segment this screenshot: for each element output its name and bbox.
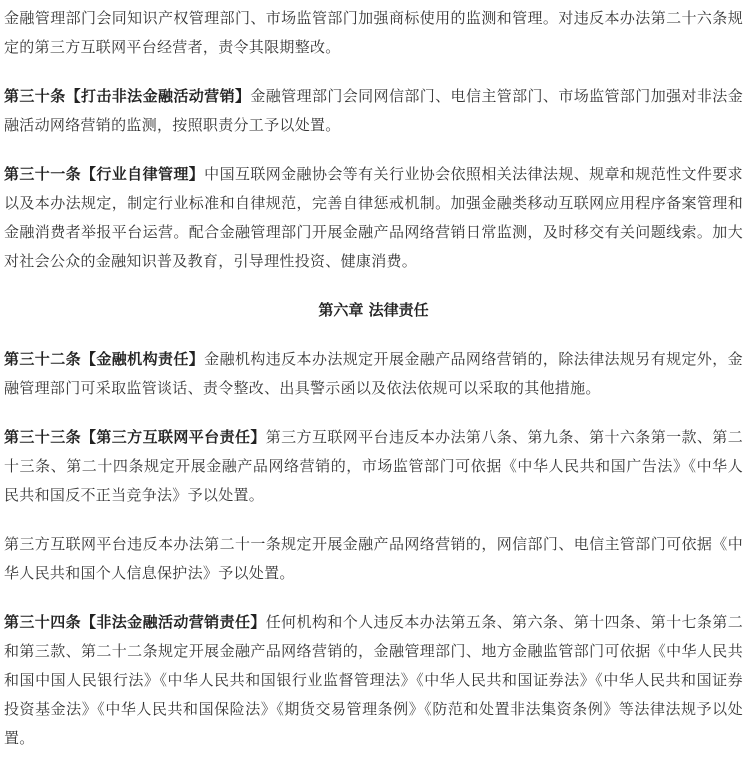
article-body: 任何机构和个人违反本办法第五条、第六条、第十四条、第十七条第二和第三款、第二十二条规定开展金融产品网络营销的，金融管理部门、地方金融监管部门可依据《中华人民共和国中国人民银行法》《中华人民共和国银行业监督管理法》《中华人民共和国证券法》《中华人民共和国证券投资基金法》《中华人民共和国保险法》《期货交易管理条例》《防范和处置非法集资条例》等法律法规予以处置。	[4, 613, 743, 747]
article-title: 第三十四条【非法金融活动营销责任】	[4, 613, 266, 631]
article-body: 第三方互联网平台违反本办法第二十一条规定开展金融产品网络营销的，网信部门、电信主管部门可依据《中华人民共和国个人信息保护法》予以处置。	[4, 535, 743, 582]
article-body: 金融管理部门会同知识产权管理部门、市场监管部门加强商标使用的监测和管理。对违反本办法第二十六条规定的第三方互联网平台经营者，责令其限期整改。	[4, 9, 743, 56]
article-title: 第三十三条【第三方互联网平台责任】	[4, 428, 266, 446]
article-body: 中国互联网金融协会等有关行业协会依照相关法律法规、规章和规范性文件要求以及本办法规定，制定行业标准和自律规范，完善自律惩戒机制。加强金融类移动互联网应用程序备案管理和金融消费者举报平台运营。配合金融管理部门开展金融产品网络营销日常监测，及时移交有关问题线索。加大对社会公众的金融知识普及教育，引导理性投资、健康消费。	[4, 165, 743, 270]
paragraph-article-34	[4, 608, 743, 753]
article-title: 第三十条【打击非法金融活动营销】	[4, 87, 251, 105]
paragraph-article-33	[4, 423, 743, 510]
paragraph-article-33-part-2	[4, 530, 743, 588]
article-body: 第三方互联网平台违反本办法第八条、第九条、第十六条第一款、第二十三条、第二十四条规定开展金融产品网络营销的，市场监管部门可依据《中华人民共和国广告法》《中华人民共和国反不正当竞争法》予以处置。	[4, 428, 743, 504]
paragraph-article-30	[4, 82, 743, 140]
article-title: 第三十二条【金融机构责任】	[4, 350, 205, 368]
chapter-heading: 第六章 法律责任	[318, 301, 429, 319]
article-body: 金融管理部门会同网信部门、电信主管部门、市场监管部门加强对非法金融活动网络营销的监测，按照职责分工予以处置。	[4, 87, 743, 134]
paragraph-article-29-continued	[4, 4, 743, 62]
paragraph-article-32	[4, 345, 743, 403]
article-body: 金融机构违反本办法规定开展金融产品网络营销的，除法律法规另有规定外，金融管理部门可采取监管谈话、责令整改、出具警示函以及依法依规可以采取的其他措施。	[4, 350, 743, 397]
article-title: 第三十一条【行业自律管理】	[4, 165, 205, 183]
paragraph-article-31	[4, 160, 743, 276]
